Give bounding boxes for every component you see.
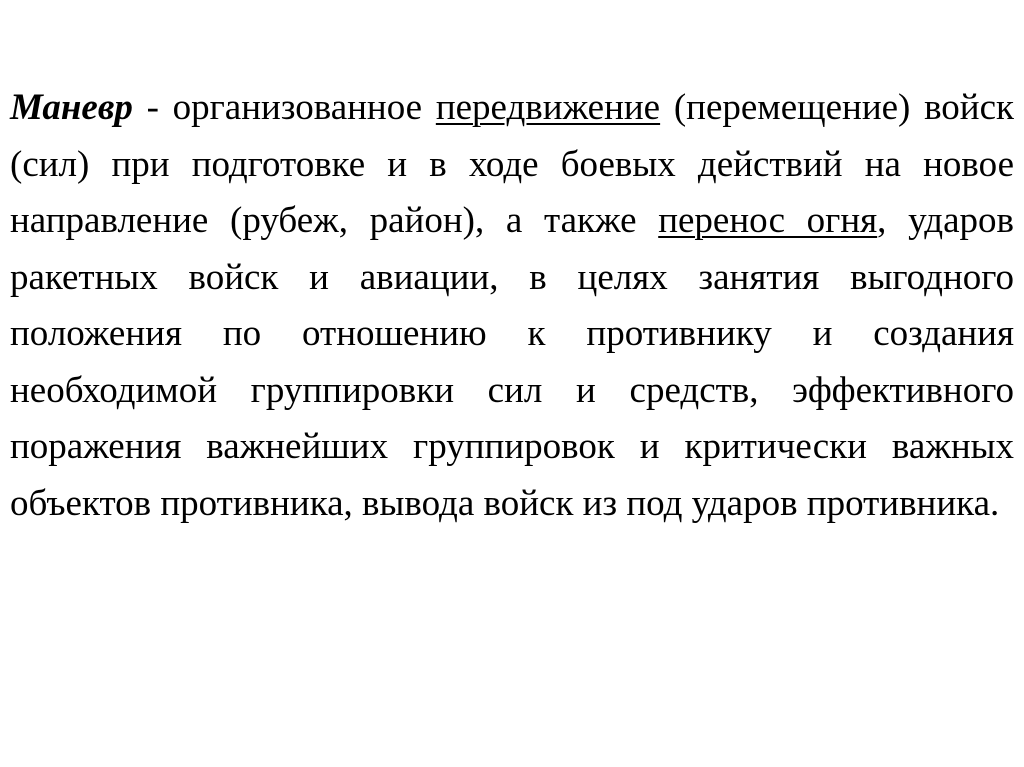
definition-paragraph <box>10 80 1014 532</box>
dash: - <box>132 87 173 128</box>
definition-text-2: (перемещение) войск (сил) при подготовке и в ходе боевых действий на новое направление (рубеж, район), а также <box>10 87 1015 241</box>
underlined-term-fire-transfer: перенос огня <box>658 200 878 241</box>
underlined-term-movement: передвижение <box>435 87 661 128</box>
definition-text-3: , ударов ракетных войск и авиации, в целях занятия выгодного положения по отношению к противнику и создания необходимой группировки сил и средств, эффективного поражения важнейших группировок и критически важных объектов противника, вывода войск из под ударов противника. <box>10 200 1014 524</box>
definition-text-1: организованное <box>172 87 436 128</box>
defined-term: Маневр <box>10 87 133 128</box>
